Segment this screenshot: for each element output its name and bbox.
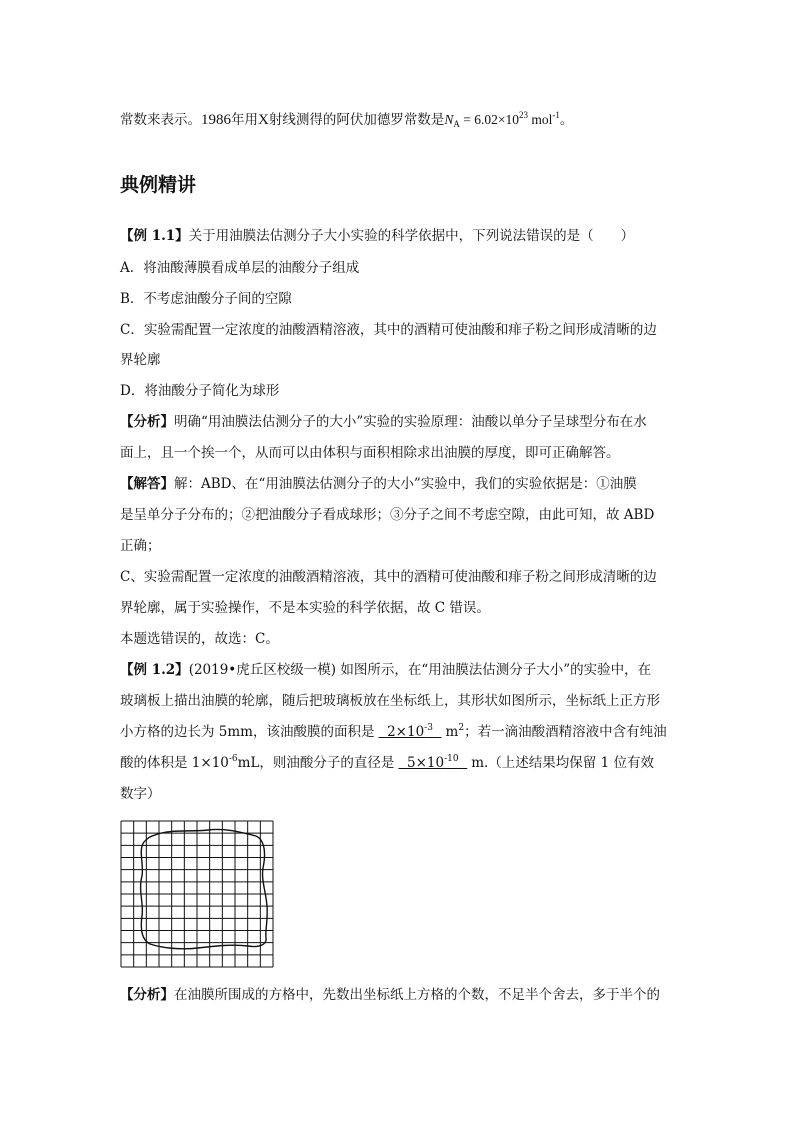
intro-text: 常数来表示。 [120, 112, 201, 128]
answer-blank-area: $2\times 10^{-3}$ [387, 723, 433, 740]
ex1-option-d: D．将油酸分子简化为球形 [120, 383, 280, 399]
analysis-tag: 【分析】 [120, 987, 174, 1003]
ex1-question [120, 226, 634, 246]
answer-text: 解：ABD、在“用油膜法估测分子的大小”实验中，我们的实验依据是：①油膜 [174, 476, 637, 492]
oil-film-figure [120, 820, 274, 968]
analysis-text: 在油膜所围成的方格中，先数出坐标纸上方格的个数，不足半个舍去，多于半个的 [174, 987, 660, 1003]
ex1-answer-line1 [120, 474, 637, 494]
ex1-option-c-cont: 界轮廓 [120, 352, 161, 368]
analysis-text: 明确“用油膜法估测分子的大小”实验的实验原理：油酸以单分子呈球型分布在水 [174, 414, 647, 430]
ex1-analysis-line1 [120, 412, 647, 432]
ex1-answer-line3: 正确； [120, 538, 161, 554]
ex2-text: m.（上述结果均保留 1 位有效 [471, 755, 654, 771]
ex2-line1 [120, 660, 651, 680]
intro-x: X [258, 112, 269, 128]
ex1-option-b: B．不考虑油酸分子间的空隙 [120, 291, 292, 307]
ex2-line2: 玻璃板上描出油膜的轮廓，随后把玻璃板放在坐标纸上，其形状如图所示，坐标纸上正方形 [120, 693, 660, 709]
ex1-analysis-line2: 面上，且一个挨一个，从而可以由体积与面积相除求出油膜的厚度，即可正确解答。 [120, 445, 620, 461]
ex1-answer-line4: C、实验需配置一定浓度的油酸酒精溶液，其中的酒精可使油酸和痱子粉之间形成清晰的边 [120, 569, 657, 585]
ex1-answer-line2: 是呈单分子分布的；②把油酸分子看成球形；③分子之间不考虑空隙，由此可知，故 ABD [120, 507, 655, 523]
analysis-tag: 【分析】 [120, 414, 174, 430]
ex2-line5: 数字） [120, 786, 161, 802]
intro-line [120, 110, 573, 130]
ex2-text: 小方格的边长为 5mm，该油酸膜的面积是 [120, 724, 375, 740]
oil-film-grid [120, 820, 274, 968]
ex2-text: (2019•虎丘区校级一模) 如图所示，在“用油膜法估测分子大小”的实验中，在 [188, 662, 652, 678]
ex2-text: 酸的体积是 1×10 [120, 755, 229, 771]
ex1-answer-line5: 界轮廓，属于实验操作，不是本实验的科学依据，故 C 错误。 [120, 600, 490, 616]
answer-blank-diameter: $5\times 10^{-10}$ [407, 754, 459, 771]
ex1-question-text: 关于用油膜法估测分子大小实验的科学依据中，下列说法错误的是（ ） [188, 228, 635, 244]
section-title: 典例精讲 [120, 174, 197, 196]
intro-year: 1986 [201, 112, 231, 128]
ex2-text: mL，则油酸分子的直径是 [237, 755, 395, 771]
ex1-tag: 【例 1.1】 [120, 228, 189, 244]
ex2-analysis-line1 [120, 985, 660, 1005]
ex2-text: ；若一滴油酸酒精溶液中含有纯油 [464, 724, 667, 740]
ex2-line4: 酸的体积是 $1\times 10^{-6}mL$，则油酸分子的直径是 $5\times 10^{-10}$ m.（上述结果均保留 1 位有效 [120, 754, 654, 771]
ex1-option-a: A．将油酸薄膜看成单层的油酸分子组成 [120, 260, 360, 276]
ex2-tag: 【例 1.2】 [120, 662, 189, 678]
avogadro-formula: $N_A = 6.02\times 10^{23}$ mol$^{-1}$ [444, 110, 560, 129]
ex1-option-c: C．实验需配置一定浓度的油酸酒精溶液，其中的酒精可使油酸和痱子粉之间形成清晰的边 [120, 322, 657, 338]
ex1-answer-line6: 本题选错误的，故选：C。 [120, 631, 279, 647]
answer-tag: 【解答】 [120, 476, 174, 492]
intro-text: 年用 [231, 112, 258, 128]
ex2-text: m [445, 724, 459, 740]
intro-text: 。 [559, 112, 574, 128]
intro-text: 射线测得的阿伏加德罗常数是 [268, 112, 445, 128]
ex2-line3: 小方格的边长为 5mm，该油酸膜的面积是 $2\times 10^{-3}$ $m^2$；若一滴油酸酒精溶液中含有纯油 [120, 723, 667, 740]
